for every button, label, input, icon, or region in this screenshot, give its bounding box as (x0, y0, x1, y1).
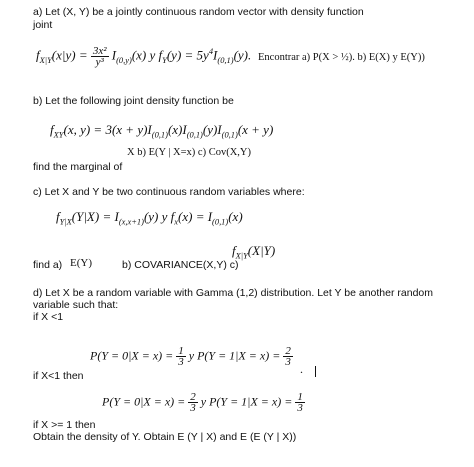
part-d-if-lt1-then: if X<1 then (33, 370, 84, 382)
part-a-encontrar: Encontrar a) P(X > ½). b) E(X) y E(Y)) (258, 52, 425, 63)
part-c-find-a: find a) (33, 259, 63, 271)
part-a-equation: $f_{X|Y}(x|y)$ = $\frac{\text{3x²}}{\text{y³}}$ $I_{(0,y)}(x)$ y $f_Y(y) = 5y^4I_{(0,1)}(y)$. (36, 45, 252, 68)
part-c-equation: $f_{Y|X}(Y|X) = I_{(x,x+1)}(y)$ y $f_x(x) = I_{(0,1)}(x)$ (56, 209, 243, 227)
part-b-equation: $f_{XY}(x$, $y) = 3(x + y)I_{(0,1)}(x)I_{(0,1)}(y)I_{(0,1)}(x + y)$ (50, 122, 274, 140)
part-a-intro-line2: joint (33, 19, 53, 31)
part-d-eq1: P(Y = 0|X = x) = $\frac{1}{3}$ y P(Y = 1|X = x) = $\frac{2}{3}$ (90, 345, 291, 368)
part-c-ey: E(Y) (70, 257, 92, 269)
period-mark: . (300, 362, 303, 376)
part-c-fxy: $f_{X|Y}(X|Y)$ (232, 243, 276, 261)
part-d-if-ge1-then: if X >= 1 then (33, 419, 96, 431)
part-d-intro-line2: variable such that: (33, 299, 119, 311)
part-b-intro: b) Let the following joint density function be (33, 95, 234, 107)
part-d-intro-line1: d) Let X be a random variable with Gamma (1,2) distribution. Let Y be another random (33, 287, 433, 299)
part-d-eq2: P(Y = 0|X = x) = $\frac{2}{3}$ y P(Y = 1|X = x) = $\frac{1}{3}$ (102, 391, 303, 414)
part-c-cov: b) COVARIANCE(X,Y) c) (122, 259, 239, 271)
part-d-obtain: Obtain the density of Y. Obtain E (Y | X) and E (E (Y | X)) (33, 431, 297, 443)
part-b-questions: X b) E(Y | X=x) c) Cov(X,Y) (127, 147, 251, 158)
part-a-intro-line1: a) Let (X, Y) be a jointly continuous random vector with density function (33, 6, 364, 18)
part-d-if-lt1: if X <1 (33, 311, 64, 323)
part-b-find: find the marginal of (33, 161, 123, 173)
cursor-bar (315, 366, 316, 377)
part-c-intro: c) Let X and Y be two continuous random variables where: (33, 186, 305, 198)
